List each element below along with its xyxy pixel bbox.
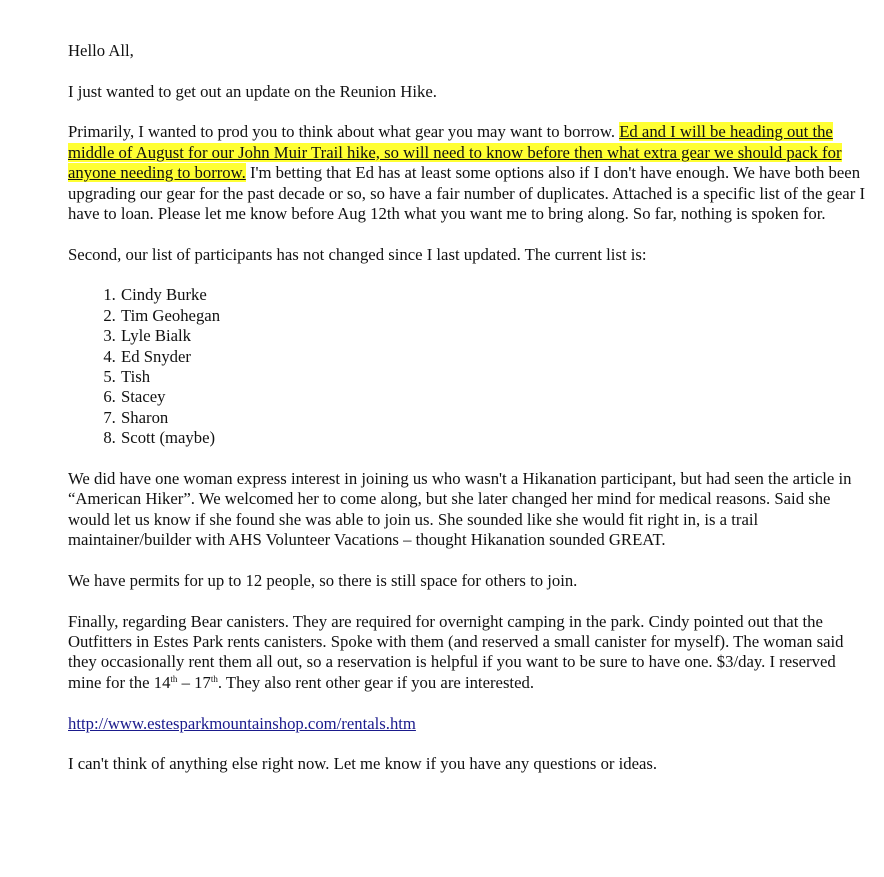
superscript-th-2: th (210, 673, 218, 684)
email-body (68, 41, 868, 795)
list-item: 4. Ed Snyder (120, 347, 868, 367)
bear-text-1: Finally, regarding Bear canisters. They are required for overnight camping in the park. Cindy pointed out that the Outfitters in Estes Park rents canisters. Spoke with them (and reserved a small canister for myself). The woman said they occasionally rent them all out, so a reservation is helpful if you want to be sure to have one. $3/day. I reserved mine for the 14 (68, 611, 844, 692)
list-item: 6. Stacey (120, 387, 868, 407)
superscript-th-1: th (170, 673, 178, 684)
gear-text-after: I'm betting that Ed has at least some options also if I don't have enough. We have both been upgrading our gear for the past decade or so, so have a fair number of duplicates. Attached is a specific list of the gear I have to loan. Please let me know before Aug 12th what you want me to bring along. So far, nothing is spoken for. (68, 163, 865, 224)
list-item: 2. Tim Geohegan (120, 306, 868, 326)
closing-paragraph: I can't think of anything else right now. Let me know if you have any questions or ideas. (68, 754, 658, 774)
list-item: 7. Sharon (120, 408, 868, 428)
list-item: 8. Scott (maybe) (120, 428, 868, 448)
link-paragraph (68, 714, 868, 734)
list-item: 3. Lyle Bialk (120, 326, 868, 346)
bear-text-2: – 17 (177, 672, 211, 692)
list-item: 1. Cindy Burke (120, 285, 868, 305)
gear-paragraph (68, 122, 868, 224)
permits-paragraph: We have permits for up to 12 people, so there is still space for others to join. (68, 570, 578, 590)
rentals-link[interactable]: http://www.estesparkmountainshop.com/rentals.htm (68, 713, 416, 733)
woman-interest-paragraph: We did have one woman express interest in joining us who wasn't a Hikanation participant, but had seen the article in “American Hiker”. We welcomed her to come along, but she later changed her mind for medical reasons. Said she would let us know if she found she was able to join us. She sounded like she would fit right in, is a trail maintainer/builder with AHS Volunteer Vacations – thought Hikanation sounded GREAT. (68, 468, 852, 550)
bear-text-3: . They also rent other gear if you are interested. (217, 672, 534, 692)
gear-highlighted-text: Ed and I will be heading out the middle of August for our John Muir Trail hike, so will need to know before then what extra gear we should pack for anyone needing to borrow. (68, 122, 842, 183)
greeting: Hello All, (68, 41, 134, 60)
gear-text-before: Primarily, I wanted to prod you to think about what gear you may want to borrow. (68, 122, 620, 142)
bear-canisters-paragraph (68, 612, 868, 694)
list-item: 5. Tish (120, 367, 868, 387)
intro-paragraph: I just wanted to get out an update on the Reunion Hike. (68, 81, 437, 101)
participants-list (68, 285, 868, 448)
participants-paragraph: Second, our list of participants has not changed since I last updated. The current list is: (68, 244, 647, 264)
